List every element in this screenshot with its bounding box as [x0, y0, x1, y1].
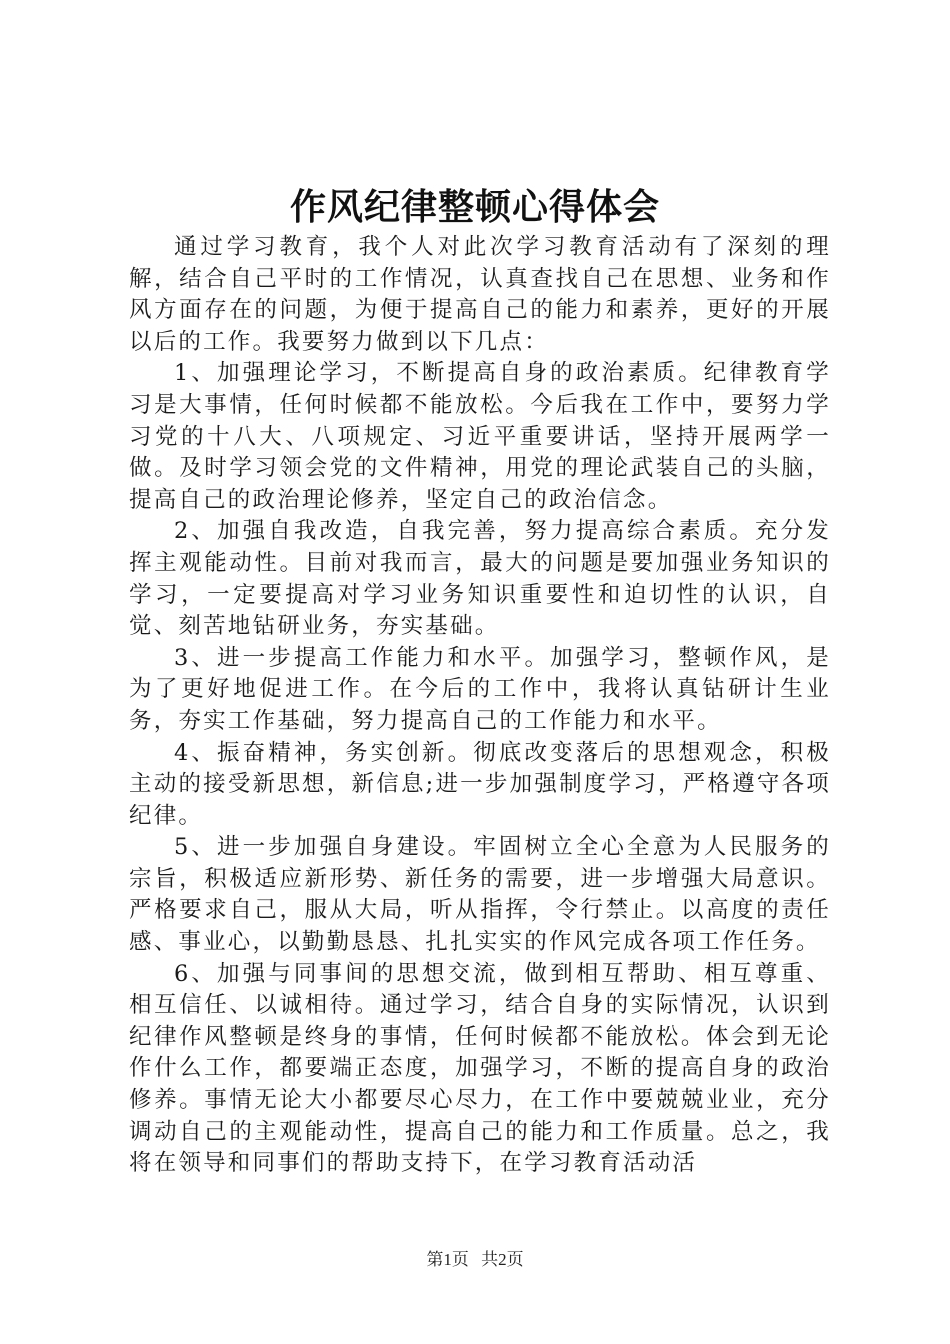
paragraph-point-2: 2、加强自我改造，自我完善，努力提高综合素质。充分发挥主观能动性。目前对我而言，最大的问题是要加强业务知识的学习，一定要提高对学习业务知识重要性和迫切性的认识，自觉、刻苦地钻研业务，夯实基础。 — [129, 518, 831, 640]
document-body — [129, 232, 831, 1180]
page-total: 共2页 — [481, 1250, 524, 1269]
document-title: 作风纪律整顿心得体会 — [289, 186, 660, 228]
page-footer — [0, 1245, 950, 1270]
paragraph-point-1: 1、加强理论学习，不断提高自身的政治素质。纪律教育学习是大事情，任何时候都不能放松。今后我在工作中，要努力学习党的十八大、八项规定、习近平重要讲话，坚持开展两学一做。及时学习领会党的文件精神，用党的理论武装自己的头脑，提高自己的政治理论修养，坚定自己的政治信念。 — [129, 360, 831, 513]
paragraph-point-4: 4、振奋精神，务实创新。彻底改变落后的思想观念，积极主动的接受新思想，新信息;进一步加强制度学习，严格遵守各项纪律。 — [129, 739, 831, 829]
paragraph-point-6: 6、加强与同事间的思想交流，做到相互帮助、相互尊重、相互信任、以诚相待。通过学习，结合自身的实际情况，认识到纪律作风整顿是终身的事情，任何时候都不能放松。体会到无论作什么工作，都要端正态度，加强学习，不断的提高自身的政治修养。事情无论大小都要尽心尽力，在工作中要兢兢业业，充分调动自己的主观能动性，提高自己的能力和工作质量。总之，我将在领导和同事们的帮助支持下，在学习教育活动活 — [129, 960, 831, 1177]
paragraph-point-5: 5、进一步加强自身建设。牢固树立全心全意为人民服务的宗旨，积极适应新形势、新任务的需要，进一步增强大局意识。严格要求自己，服从大局，听从指挥，令行禁止。以高度的责任感、事业心，以勤勤恳恳、扎扎实实的作风完成各项工作任务。 — [129, 834, 831, 956]
page-number: 第1页 — [426, 1250, 469, 1269]
paragraph-intro: 通过学习教育，我个人对此次学习教育活动有了深刻的理解，结合自己平时的工作情况，认真查找自己在思想、业务和作风方面存在的问题，为便于提高自己的能力和素养，更好的开展以后的工作。我要努力做到以下几点： — [129, 234, 831, 355]
paragraph-point-3: 3、进一步提高工作能力和水平。加强学习，整顿作风，是为了更好地促进工作。在今后的工作中，我将认真钻研计生业务，夯实工作基础，努力提高自己的工作能力和水平。 — [129, 644, 831, 734]
